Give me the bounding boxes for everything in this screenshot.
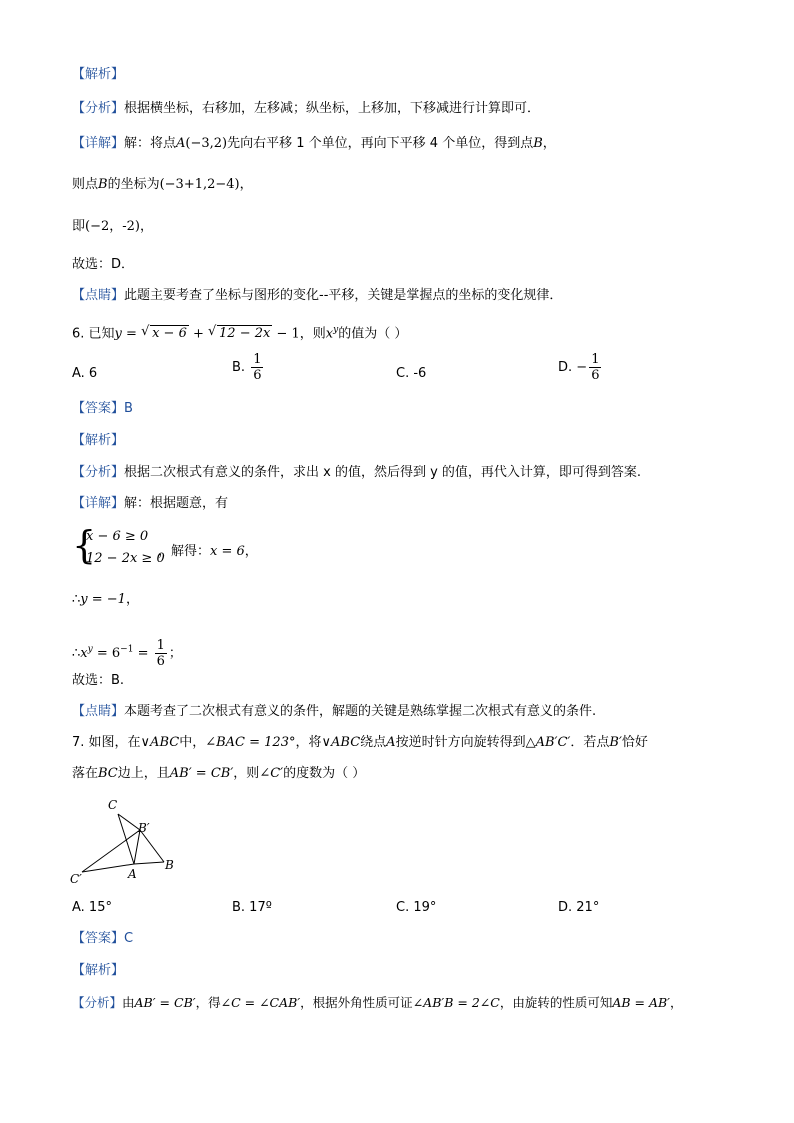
coord-a: (−3,2): [185, 136, 228, 151]
equality-2: ∠C = ∠CAB′: [220, 995, 301, 1010]
s1-choice: 故选：D．: [72, 257, 135, 272]
point-b: B: [98, 177, 108, 192]
q6-therefore-result: [72, 638, 182, 669]
text: 恰好: [621, 735, 648, 750]
q6-option-d: [558, 352, 603, 383]
text: ，: [140, 219, 154, 234]
option-label: D.: [558, 360, 573, 375]
segment-bc: BC: [98, 766, 118, 781]
var-x: x: [325, 326, 334, 342]
text: 的度数为（ ）: [283, 766, 366, 781]
detail-text-c: ，: [542, 136, 556, 151]
denominator: 6: [591, 368, 600, 383]
detail-text-a: 解：将点: [124, 136, 177, 151]
q7-answer: 【答案】C: [72, 931, 134, 946]
comment-text: 本题考查了二次根式有意义的条件，解题的关键是熟练掌握二次根式有意义的条件.: [124, 704, 597, 719]
q6-answer: 【答案】B: [72, 401, 133, 416]
point-a: A: [176, 136, 186, 151]
angle-c-prime: ∠C′: [259, 766, 284, 781]
plus: +: [188, 326, 209, 342]
text: ，: [125, 592, 139, 607]
numerator: 1: [156, 638, 165, 653]
label-b: B: [165, 858, 174, 872]
q6-therefore-y: [72, 591, 139, 609]
text: ，: [239, 177, 253, 192]
label-a: A: [128, 867, 137, 881]
brace: {: [72, 523, 97, 567]
numerator: 1: [253, 352, 262, 367]
segment-a-b1: [134, 830, 140, 864]
q6-analysis-line: [72, 464, 641, 482]
text: 的坐标为: [107, 177, 160, 192]
text: ，则: [299, 326, 326, 342]
text: ，将: [295, 735, 322, 750]
q6-option-a: A. 6: [72, 366, 98, 381]
inequality-1: x − 6 ≥ 0: [86, 529, 149, 544]
detail-tag: 【详解】: [72, 136, 125, 151]
equality-4: AB = AB′: [612, 995, 671, 1010]
therefore-symbol: ∴: [72, 592, 81, 607]
y-value: y = −1: [80, 592, 126, 607]
analysis-text: 根据横坐标，右移加，左移减；纵坐标，上移加，下移减进行计算即可．: [124, 101, 541, 116]
segment-c-a: [118, 814, 134, 864]
analysis-tag: 【分析】: [72, 995, 123, 1010]
triangle-abc: ∨ABC: [140, 735, 180, 750]
label-b-prime: B′: [138, 821, 150, 835]
q6-option-b: [232, 352, 265, 383]
equality-3: ∠AB′B = 2∠C: [412, 995, 500, 1010]
q7-option-c: C. 19°: [396, 900, 437, 915]
segment-c1-a: [82, 864, 134, 872]
fraction: [155, 638, 167, 669]
text: ．若点: [570, 735, 610, 750]
q6-analysis-heading: 【解析】: [72, 433, 125, 448]
numerator: 1: [591, 352, 600, 367]
exp-minus-one: −1: [120, 644, 134, 655]
fraction: [589, 352, 601, 383]
text: ，由旋转的性质可知: [499, 995, 613, 1010]
segment-c1-b1: [82, 830, 140, 872]
q6-suffix: 的值为（ ）: [338, 326, 408, 342]
sqrt-1: √ x − 6: [141, 324, 187, 342]
segment-a-b: [134, 862, 164, 864]
q6-option-c: C. -6: [396, 366, 427, 381]
six: = 6: [92, 646, 121, 661]
comment-tag: 【点睛】: [72, 288, 125, 303]
denominator: 6: [156, 654, 165, 669]
option-label: B.: [232, 360, 246, 375]
text: 由: [122, 995, 135, 1010]
radicand-1: x − 6: [152, 326, 187, 342]
text: 中，: [179, 735, 206, 750]
text: 则点: [72, 177, 99, 192]
q7-option-d: D. 21°: [558, 900, 600, 915]
equals: =: [133, 646, 153, 661]
exp-y: y: [333, 325, 339, 335]
inequality-system: [72, 523, 412, 572]
denominator: 6: [253, 368, 262, 383]
equality-1: AB′ = CB′: [134, 995, 196, 1010]
s1-detail-line: [72, 135, 556, 153]
solution-text: [158, 540, 258, 559]
triangle-abc: ∨ABC: [321, 735, 361, 750]
text: ，则: [233, 766, 260, 781]
coord-result: (−2，-2): [85, 219, 140, 234]
text: ；: [168, 646, 182, 661]
s1-analysis-line: [72, 100, 540, 118]
analysis-tag: 【分析】: [72, 101, 125, 116]
q7-stem-line2: [72, 765, 365, 783]
triangle-ab1c1: △AB′C′: [525, 735, 571, 750]
fraction: [251, 352, 263, 383]
text: 边上，且: [117, 766, 170, 781]
comment-text: 此题主要考查了坐标与图形的变化--平移，关键是掌握点的坐标的变化规律．: [124, 288, 563, 303]
text: ，得: [195, 995, 221, 1010]
text: ，: [244, 544, 258, 559]
inequality-2: 12 − 2x ≥ 0: [86, 551, 165, 566]
analysis-text: 根据二次根式有意义的条件，求出 x 的值，然后得到 y 的值，再代入计算，即可得到答案.: [124, 465, 642, 480]
equality: AB′ = CB′: [169, 766, 234, 781]
segment-c-b1: [118, 814, 140, 830]
text: 绕点: [360, 735, 387, 750]
radicand-2: 12 − 2x: [219, 326, 271, 342]
detail-text: 解：根据题意，有: [124, 496, 229, 511]
s1-result-line: [72, 218, 153, 236]
minus-one: − 1: [272, 326, 300, 342]
solution: x = 6: [210, 544, 245, 559]
text: 按逆时针方向旋转得到: [395, 735, 526, 750]
point-b: B: [533, 136, 543, 151]
detail-text-b: 先向右平移 1 个单位，再向下平移 4 个单位，得到点: [227, 136, 534, 151]
q6-choice: 故选：B.: [72, 673, 125, 688]
detail-tag: 【详解】: [72, 496, 125, 511]
q7-option-a: A. 15°: [72, 900, 112, 915]
therefore-symbol: ∴: [72, 646, 81, 661]
var-x: x: [80, 646, 88, 661]
point-b-prime: B′: [609, 735, 622, 750]
sqrt-2: √ 12 − 2x: [208, 324, 271, 342]
exp-y: y: [87, 644, 93, 655]
text: 落在: [72, 766, 99, 781]
q6-detail-line: [72, 495, 228, 513]
analysis-tag: 【分析】: [72, 465, 125, 480]
q7-option-b: B. 17º: [232, 900, 272, 915]
s1-coord-line: [72, 176, 253, 194]
q7-stem-line1: [72, 734, 648, 752]
text: ，解得：: [158, 544, 211, 559]
q6-comment-line: [72, 703, 596, 721]
text: ，: [670, 995, 683, 1010]
comment-tag: 【点睛】: [72, 704, 125, 719]
label-c: C: [108, 798, 118, 812]
q7-analysis-line: [72, 994, 683, 1012]
var-y: y: [114, 326, 122, 342]
s1-comment-line: [72, 287, 562, 305]
q6-prefix: 6. 已知: [72, 326, 115, 342]
text: ，根据外角性质可证: [300, 995, 413, 1010]
point-a: A: [386, 735, 396, 750]
coord-expr: (−3+1,2−4): [159, 177, 240, 192]
q7-figure: [68, 792, 188, 888]
text: 7. 如图，在: [72, 735, 141, 750]
q7-analysis-heading: 【解析】: [72, 963, 125, 978]
text: 即: [72, 219, 86, 234]
minus-sign: −: [576, 360, 588, 375]
equals: =: [121, 326, 142, 342]
angle-bac: ∠BAC = 123°: [205, 735, 296, 750]
q6-stem: [72, 321, 407, 343]
analysis-heading: 【解析】: [72, 67, 125, 82]
label-c-prime: C′: [70, 872, 82, 886]
